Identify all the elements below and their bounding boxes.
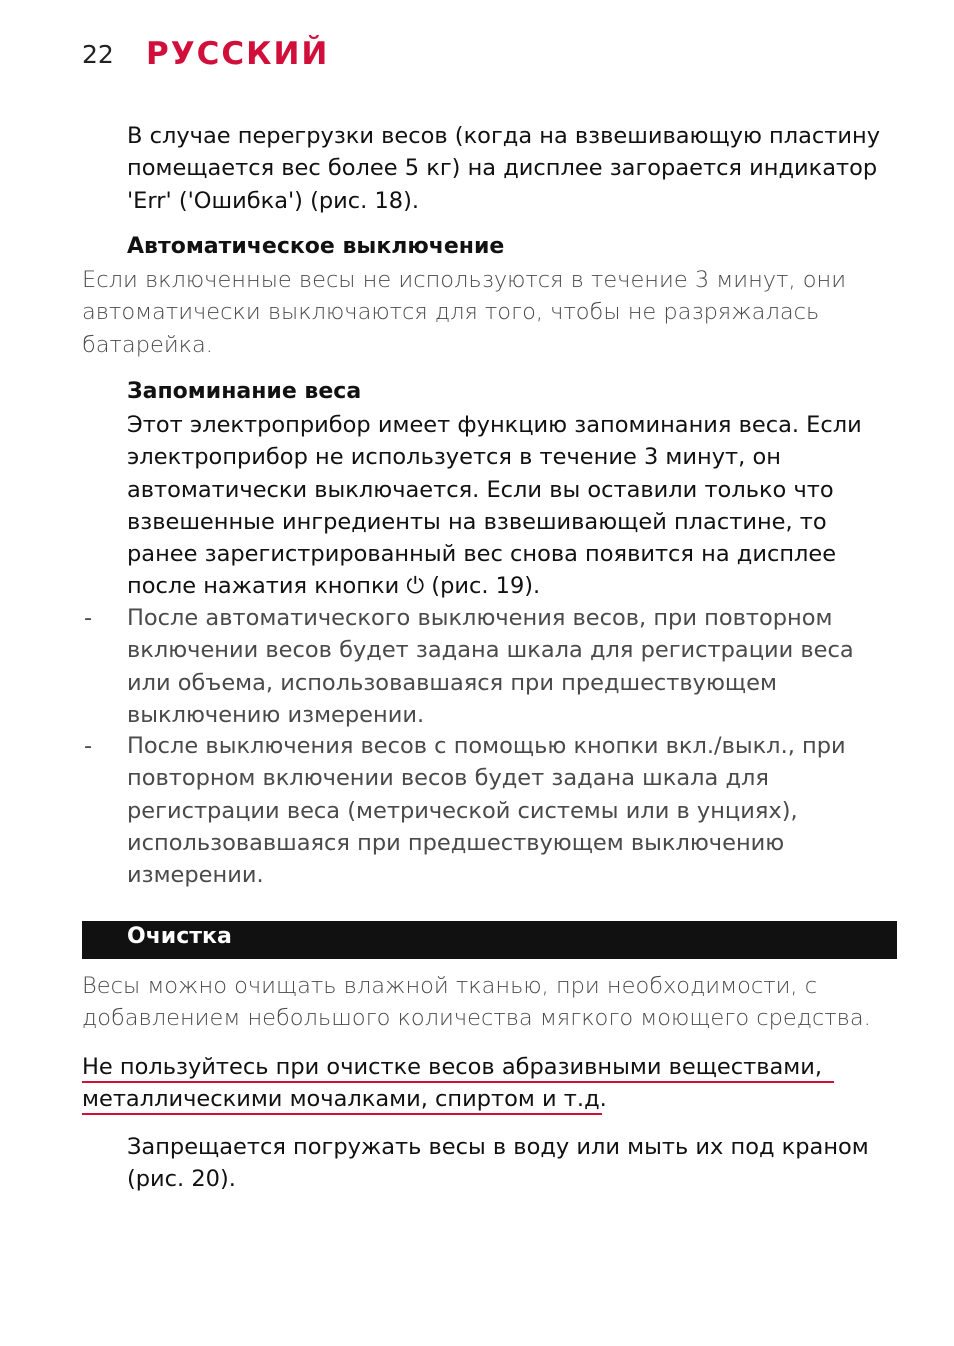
language-title: РУССКИЙ — [146, 36, 330, 72]
warning-underline — [82, 1113, 602, 1115]
warning-line-text: Не пользуйтесь при очистке весов абразивными веществами, — [82, 1054, 823, 1080]
page-number: 22 — [82, 40, 114, 69]
section-band — [82, 921, 897, 959]
list-bullet: - — [84, 605, 93, 631]
list-bullet: - — [84, 733, 93, 759]
warning-line — [82, 1051, 897, 1083]
water-paragraph: Запрещается погружать весы в воду или мыть их под краном (рис. 20). — [127, 1134, 869, 1193]
memory-paragraph: Этот электроприбор имеет функцию запоминания веса. Если электроприбор не используется в течение 3 минут, он автоматически выключается. Если вы оставили только что взвешенные ингредиенты на взвешивающей пластине, то ранее зарегистрированный вес снова появится на дисплее после нажатия кнопки ⏻ (рис. 19). — [127, 412, 862, 600]
warning-line-text: металлическими мочалками, спиртом и т.д. — [82, 1086, 607, 1112]
overload-paragraph: В случае перегрузки весов (когда на взвешивающую пластину помещается вес более 5 кг) на дисплее загорается индикатор 'Err' ('Ошибка') (рис. 18). — [127, 123, 881, 214]
section-title: Очистка — [127, 924, 232, 949]
auto-off-heading: Автоматическое выключение — [127, 234, 505, 259]
cleaning-paragraph: Весы можно очищать влажной тканью, при необходимости, с добавлением небольшого количества мягкого моющего средства. — [82, 973, 871, 1032]
auto-off-paragraph: Если включенные весы не используются в течение 3 минут, они автоматически выключаются для того, чтобы не разряжалась батарейка. — [82, 267, 847, 358]
warning-block — [82, 1051, 897, 1115]
memory-heading: Запоминание веса — [127, 379, 362, 404]
list-item-text: После выключения весов с помощью кнопки вкл./выкл., при повторном включении весов будет задана шкала для регистрации веса (метрической системы или в унциях), использовавшаяся при предшествующем выключению измерении. — [127, 733, 846, 889]
warning-line — [82, 1083, 897, 1115]
list-item-text: После автоматического выключения весов, при повторном включении весов будет задана шкала для регистрации веса или объема, использовавшаяся при предшествующем выключению измерении. — [127, 605, 854, 728]
